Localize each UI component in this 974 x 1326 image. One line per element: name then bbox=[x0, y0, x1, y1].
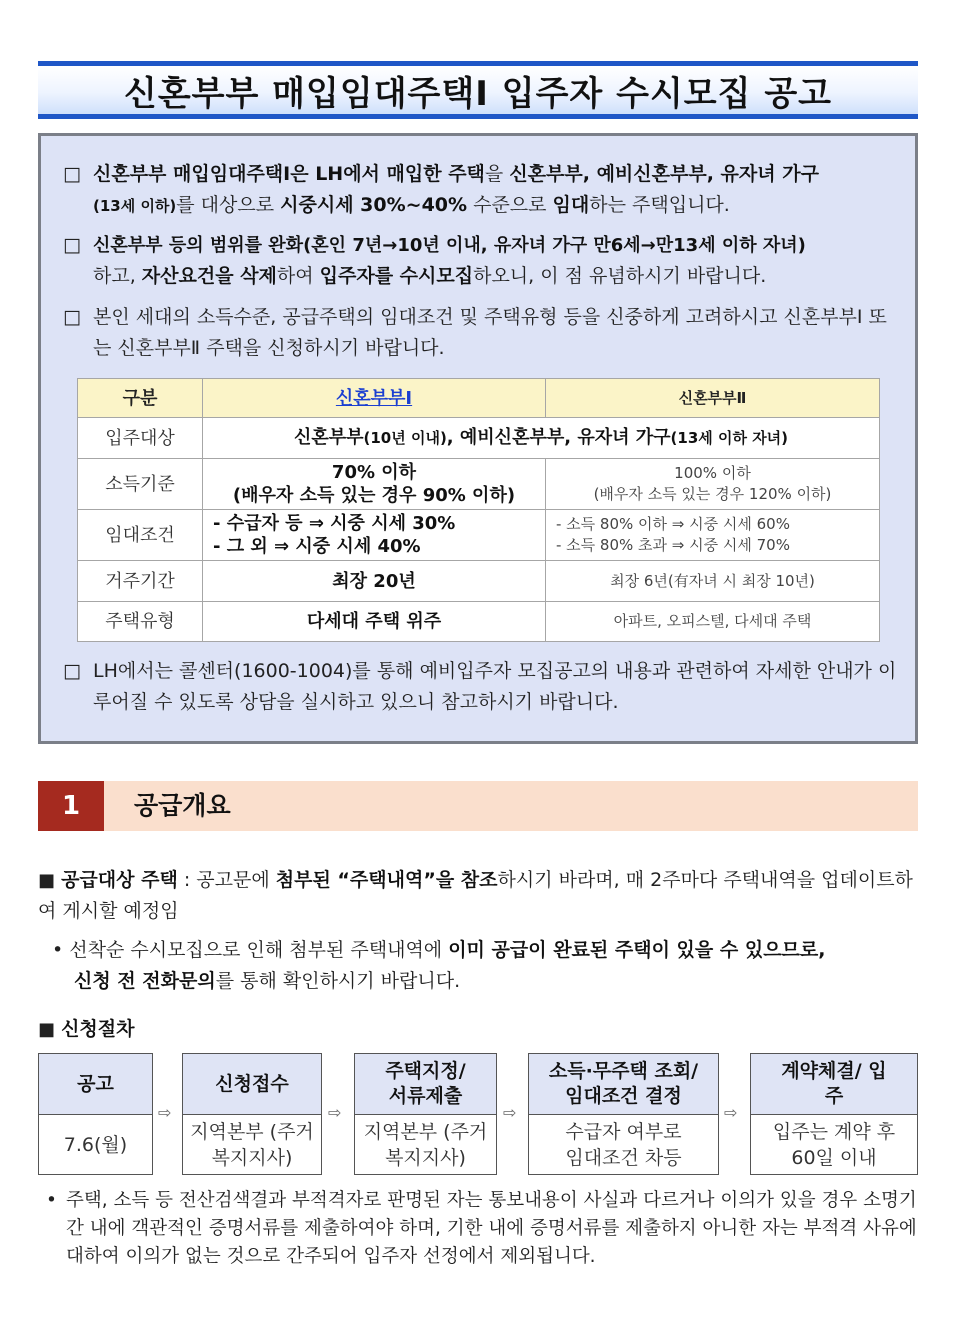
page-title-bar bbox=[38, 61, 918, 119]
r2-c2-l1: 100% 이하 bbox=[674, 464, 751, 482]
p4-text: LH에서는 콜센터(1600-1004)를 통해 예비입주자 모집공고의 내용과 관련하여 자세한 안내가 이루어질 수 있도록 상담을 실시하고 있으니 참고하시기 바랍니다. bbox=[93, 660, 897, 713]
arrow-right-icon: ⇨ bbox=[328, 1103, 342, 1122]
page-title: 신혼부부 매입임대주택Ⅰ 입주자 수시모집 공고 bbox=[123, 73, 833, 114]
r3-c2-l2: - 소득 80% 초과 ⇒ 시중 시세 70% bbox=[556, 536, 790, 554]
procedure-label: 신청절차 bbox=[61, 1018, 135, 1040]
square-bullet-icon: ■ bbox=[38, 870, 56, 891]
p2-bold: 신혼부부 등의 범위를 완화(혼인 7년→10년 이내, 유자녀 가구 만6세→만13세 이하 자녀) bbox=[93, 235, 806, 256]
checkbox-square-icon: □ bbox=[63, 660, 81, 682]
supply-label: 공급대상 주택 bbox=[61, 869, 178, 891]
r1-c: , 예비신혼부부, 유자녀 가구 bbox=[446, 427, 671, 448]
row-value: 아파트, 오피스텔, 다세대 주택 bbox=[546, 602, 880, 642]
bullet-phone: 신청 전 전화문의 bbox=[74, 970, 216, 992]
notice-point-1 bbox=[63, 159, 903, 222]
p1-bold: 신혼부부 매입임대주택Ⅰ은 LH에서 매입한 주택 bbox=[93, 163, 485, 185]
flow-step-title: 계약체결/ 입주 bbox=[751, 1054, 917, 1115]
flow-step-title: 소득·무주택 조회/ 임대조건 결정 bbox=[529, 1054, 718, 1115]
flow-step-title: 주택지정/ 서류제출 bbox=[355, 1054, 496, 1115]
p2-text3: 하오니, 이 점 유념하시기 바랍니다. bbox=[473, 265, 767, 287]
r3-c1-l1: - 수급자 등 ⇒ 시중 시세 30% bbox=[213, 513, 456, 534]
supply-target-para bbox=[38, 865, 920, 927]
p1-text: 을 bbox=[484, 163, 510, 185]
procedure-heading bbox=[38, 1014, 134, 1045]
header-type2: 신혼부부Ⅱ bbox=[546, 379, 880, 418]
flow-step-title: 신청접수 bbox=[183, 1054, 321, 1115]
checkbox-square-icon: □ bbox=[63, 163, 81, 185]
bullet-text4: 를 통해 확인하시기 바랍니다. bbox=[215, 970, 461, 992]
p1-text2: 를 대상으로 bbox=[176, 194, 281, 216]
supply-ref: 첨부된 “주택내역”을 참조 bbox=[275, 869, 498, 891]
flow-step-4 bbox=[528, 1053, 719, 1175]
flow-step-detail: 7.6(월) bbox=[63, 1134, 128, 1156]
square-bullet-icon: ■ bbox=[38, 1019, 56, 1040]
r1-a: 신혼부부 bbox=[293, 427, 364, 448]
table-row bbox=[78, 602, 880, 642]
p2-text2: 하여 bbox=[276, 265, 320, 287]
table-row bbox=[78, 510, 880, 561]
row-label: 입주대상 bbox=[78, 418, 203, 459]
p2-text: 하고, bbox=[93, 265, 142, 287]
bullet-text1: 선착순 수시모집으로 인해 첨부된 주택내역에 bbox=[69, 939, 449, 961]
row-label: 임대조건 bbox=[78, 510, 203, 561]
procedure-note bbox=[46, 1187, 920, 1271]
checkbox-square-icon: □ bbox=[63, 234, 81, 256]
header-category: 구분 bbox=[78, 379, 203, 418]
type1-link[interactable]: 신혼부부Ⅰ bbox=[335, 387, 413, 409]
flow-step-detail: 지역본부 (주거복지지사) bbox=[363, 1121, 488, 1169]
p1-age: (13세 이하) bbox=[93, 197, 177, 215]
row-value bbox=[203, 418, 880, 459]
p2-recruit: 입주자를 수시모집 bbox=[319, 265, 474, 287]
flow-step-5 bbox=[750, 1053, 918, 1175]
r2-c1-l2: (배우자 소득 있는 경우 90% 이하) bbox=[232, 485, 516, 506]
checkbox-square-icon: □ bbox=[63, 306, 81, 328]
flow-step-detail: 지역본부 (주거복지지사) bbox=[190, 1121, 314, 1169]
p1-target: 신혼부부, 예비신혼부부, 유자녀 가구 bbox=[509, 163, 819, 185]
note-text: 주택, 소득 등 전산검색결과 부적격자로 판명된 자는 통보내용이 사실과 다르거나 이의가 있을 경우 소명기간 내에 객관적인 증명서류를 제출하여야 하며, 기한 내에 증명서류를 제출하지 아니한 자는 부적격 사유에 대하여 이의가 없는 것으로 간주되어 입주자 선정에서 제외됩니다. bbox=[66, 1190, 917, 1267]
arrow-right-icon: ⇨ bbox=[503, 1103, 517, 1122]
row-value bbox=[546, 510, 880, 561]
p1-text4: 하는 주택입니다. bbox=[589, 194, 730, 216]
p1-rent: 임대 bbox=[552, 194, 590, 216]
notice-point-4 bbox=[63, 656, 903, 718]
row-label: 거주기간 bbox=[78, 561, 203, 602]
section-title: 공급개요 bbox=[134, 791, 231, 820]
r1-d: (13세 이하 자녀) bbox=[670, 429, 789, 447]
notice-point-3 bbox=[63, 302, 903, 364]
row-label: 주택유형 bbox=[78, 602, 203, 642]
row-label: 소득기준 bbox=[78, 459, 203, 510]
p3-text: 본인 세대의 소득수준, 공급주택의 임대조건 및 주택유형 등을 신중하게 고려하시고 신혼부부Ⅰ 또는 신혼부부Ⅱ 주택을 신청하시기 바랍니다. bbox=[93, 306, 887, 359]
supply-text3: 하시기 바라며, 매 2주마다 주택내역을 업데이트하여 게시할 예정임 bbox=[38, 869, 913, 922]
flow-step-3 bbox=[354, 1053, 497, 1175]
r3-c2-l1: - 소득 80% 이하 ⇒ 시중 시세 60% bbox=[556, 515, 790, 533]
flow-step-title: 공고 bbox=[39, 1054, 152, 1115]
table-row bbox=[78, 459, 880, 510]
bullet-bold: 이미 공급이 완료된 주택이 있을 수 있으므로, bbox=[448, 939, 826, 961]
section-number: 1 bbox=[38, 781, 104, 831]
table-row bbox=[78, 418, 880, 459]
r2-c2-l2: (배우자 소득 있는 경우 120% 이하) bbox=[593, 485, 832, 503]
table-row bbox=[78, 561, 880, 602]
row-value: 최장 20년 bbox=[203, 561, 546, 602]
supply-bullet bbox=[52, 935, 920, 997]
p2-asset: 자산요건을 삭제 bbox=[141, 265, 277, 287]
table-header-row bbox=[78, 379, 880, 418]
flow-step-1 bbox=[38, 1053, 153, 1175]
header-type1[interactable] bbox=[203, 379, 546, 418]
row-value: 최장 6년(有자녀 시 최장 10년) bbox=[546, 561, 880, 602]
row-value: 다세대 주택 위주 bbox=[203, 602, 546, 642]
row-value bbox=[546, 459, 880, 510]
arrow-right-icon: ⇨ bbox=[724, 1103, 738, 1122]
row-value bbox=[203, 459, 546, 510]
arrow-right-icon: ⇨ bbox=[158, 1103, 172, 1122]
flow-step-detail: 수급자 여부로 임대조건 차등 bbox=[565, 1121, 682, 1169]
comparison-table bbox=[77, 378, 880, 642]
flow-step-detail: 입주는 계약 후 60일 이내 bbox=[772, 1121, 896, 1169]
r2-c1-l1: 70% 이하 bbox=[331, 462, 417, 483]
flow-step-2 bbox=[182, 1053, 322, 1175]
notice-box bbox=[38, 133, 918, 744]
notice-point-2 bbox=[63, 230, 903, 292]
p1-rate: 시중시세 30%~40% bbox=[280, 194, 468, 216]
row-value bbox=[203, 510, 546, 561]
dot-bullet-icon: • bbox=[52, 939, 64, 961]
p1-text3: 수준으로 bbox=[467, 194, 553, 216]
dot-bullet-icon: • bbox=[46, 1190, 57, 1211]
supply-text1: : 공고문에 bbox=[177, 869, 276, 891]
section-header bbox=[38, 781, 918, 831]
r1-b: (10년 이내) bbox=[363, 429, 447, 447]
r3-c1-l2: - 그 외 ⇒ 시중 시세 40% bbox=[213, 536, 421, 557]
